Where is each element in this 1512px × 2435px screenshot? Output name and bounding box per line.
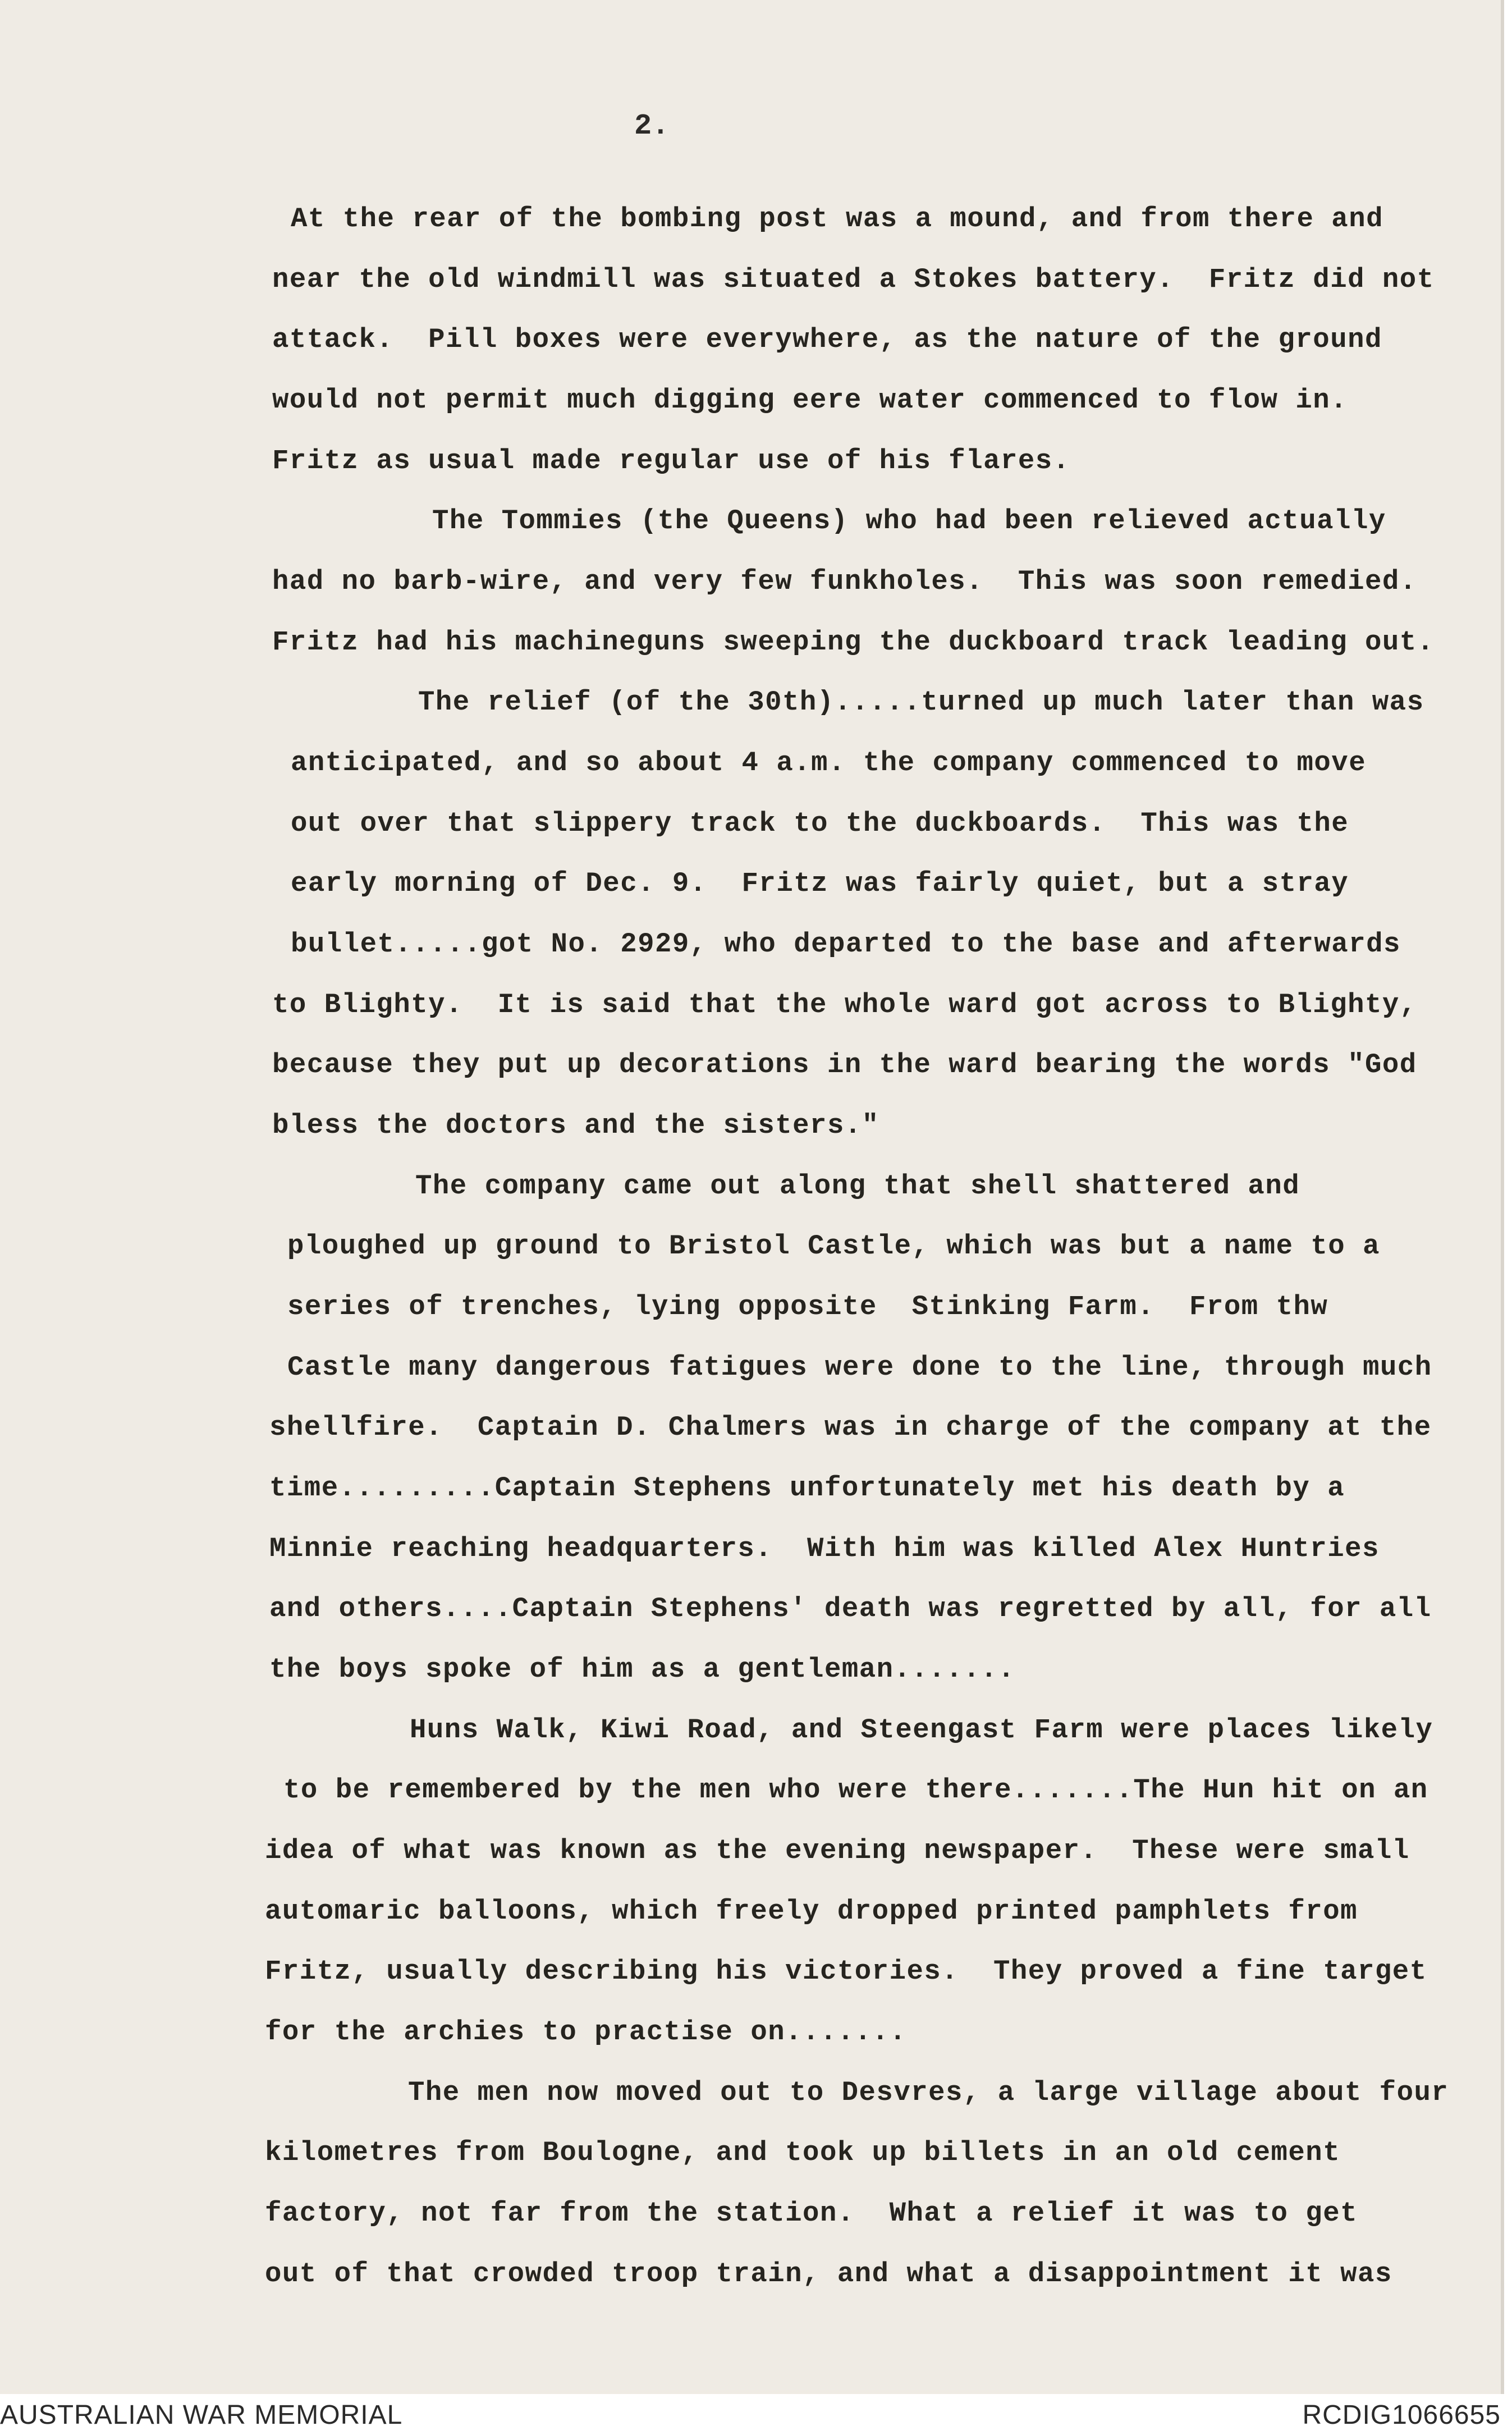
text-line: and others....Captain Stephens' death was regretted by all, for all xyxy=(269,1593,1432,1624)
text-line: would not permit much digging eere water commenced to flow in. xyxy=(272,385,1348,416)
text-line: to be remembered by the men who were there.......The Hun hit on an xyxy=(283,1774,1428,1806)
footer-source: AUSTRALIAN WAR MEMORIAL xyxy=(0,2400,403,2430)
text-line: factory, not far from the station. What a relief it was to get xyxy=(265,2198,1358,2229)
text-line: ploughed up ground to Bristol Castle, which was but a name to a xyxy=(287,1230,1381,1262)
text-line: Castle many dangerous fatigues were done to the line, through much xyxy=(287,1352,1432,1383)
text-line: out of that crowded troop train, and what a disappointment it was xyxy=(265,2258,1392,2290)
text-line: At the rear of the bombing post was a mound, and from there and xyxy=(291,203,1384,235)
text-line: because they put up decorations in the ward bearing the words "God xyxy=(272,1049,1417,1081)
text-line: The company came out along that shell shattered and xyxy=(415,1170,1300,1202)
text-line: kilometres from Boulogne, and took up billets in an old cement xyxy=(265,2137,1341,2168)
text-line: shellfire. Captain D. Chalmers was in charge of the company at the xyxy=(269,1412,1432,1443)
text-line: bless the doctors and the sisters." xyxy=(272,1110,879,1141)
text-line: idea of what was known as the evening newspaper. These were small xyxy=(265,1835,1410,1866)
text-line: bullet.....got No. 2929, who departed to the base and afterwards xyxy=(291,928,1401,960)
footer-id: RCDIG1066655 xyxy=(1302,2400,1501,2430)
text-line: near the old windmill was situated a Stokes battery. Fritz did not xyxy=(272,264,1435,295)
text-line: series of trenches, lying opposite Stinking Farm. From thw xyxy=(287,1291,1328,1322)
text-line: time.........Captain Stephens unfortunately met his death by a xyxy=(269,1472,1345,1504)
text-line: Huns Walk, Kiwi Road, and Steengast Farm were places likely xyxy=(410,1714,1433,1746)
text-line: The Tommies (the Queens) who had been relieved actually xyxy=(432,505,1386,537)
text-line: The relief (of the 30th).....turned up much later than was xyxy=(418,686,1424,718)
text-line: attack. Pill boxes were everywhere, as the nature of the ground xyxy=(272,324,1382,355)
text-line: early morning of Dec. 9. Fritz was fairly quiet, but a stray xyxy=(291,868,1349,899)
text-line: automaric balloons, which freely dropped printed pamphlets from xyxy=(265,1896,1358,1927)
text-line: Fritz had his machineguns sweeping the duckboard track leading out. xyxy=(272,626,1435,658)
text-line: to Blighty. It is said that the whole ward got across to Blighty, xyxy=(272,989,1417,1020)
text-line: for the archies to practise on....... xyxy=(265,2016,907,2048)
text-line: the boys spoke of him as a gentleman....... xyxy=(269,1654,1015,1685)
text-line: had no barb-wire, and very few funkholes. This was soon remedied. xyxy=(272,566,1417,597)
text-line: anticipated, and so about 4 a.m. the company commenced to move xyxy=(291,747,1367,779)
text-line: The men now moved out to Desvres, a large village about four xyxy=(408,2077,1449,2108)
text-line: Fritz as usual made regular use of his flares. xyxy=(272,445,1070,477)
text-line: Minnie reaching headquarters. With him was killed Alex Huntries xyxy=(269,1533,1380,1564)
page-number: 2. xyxy=(634,109,670,143)
text-line: Fritz, usually describing his victories. They proved a fine target xyxy=(265,1956,1427,1987)
text-line: out over that slippery track to the duckboards. This was the xyxy=(291,808,1349,839)
